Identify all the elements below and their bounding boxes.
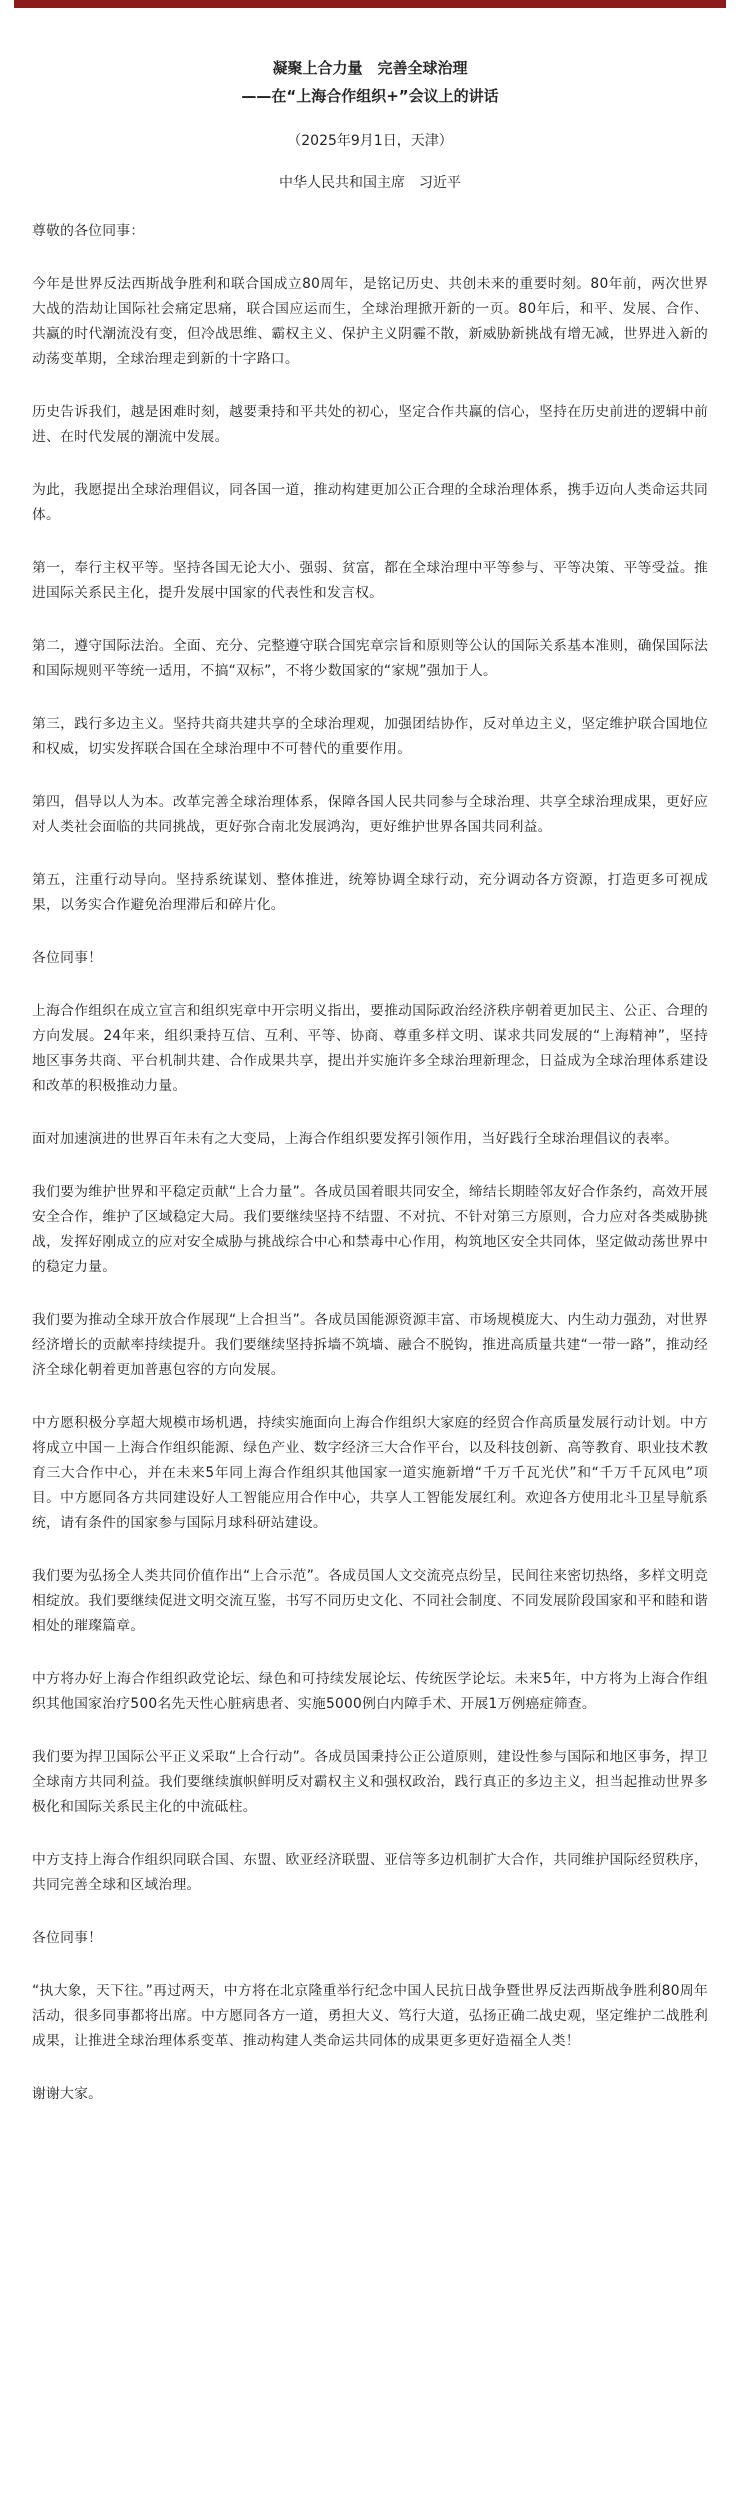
paragraph: “执大象，天下往。”再过两天，中方将在北京隆重举行纪念中国人民抗日战争暨世界反法西斯战争胜利80周年活动，很多同事都将出席。中方愿同各方一道，勇担大义、笃行大道，弘扬正确二战史观，坚定维护二战胜利成果，让推进全球治理体系变革、推动构建人类命运共同体的成果更多更好造福全人类！ [32, 1983, 708, 2049]
paragraph: 上海合作组织在成立宣言和组织宪章中开宗明义指出，要推动国际政治经济秩序朝着更加民主、公正、合理的方向发展。24年来，组织秉持互信、互利、平等、协商、尊重多样文明、谋求共同发展的“上海精神”，坚持地区事务共商、平台机制共建、合作成果共享，提出并实施许多全球治理新理念，日益成为全球治理体系建设和改革的积极推动力量。 [32, 1003, 708, 1094]
paragraph: 第三，践行多边主义。坚持共商共建共享的全球治理观，加强团结协作，反对单边主义，坚定维护联合国地位和权威，切实发挥联合国在全球治理中不可替代的重要作用。 [32, 716, 708, 757]
paragraph: 第四，倡导以人为本。改革完善全球治理体系，保障各国人民共同参与全球治理、共享全球治理成果，更好应对人类社会面临的共同挑战，更好弥合南北发展鸿沟，更好维护世界各国共同利益。 [32, 794, 708, 835]
paragraph-salutation: 尊敬的各位同事： [32, 223, 145, 239]
paragraph: 我们要为推动全球开放合作展现“上合担当”。各成员国能源资源丰富、市场规模庞大、内生动力强劲，对世界经济增长的贡献率持续提升。我们要继续坚持拆墙不筑墙、融合不脱钩，推进高质量共建“一带一路”，推动经济全球化朝着更加普惠包容的方向发展。 [32, 1312, 708, 1378]
speech-title [32, 54, 708, 110]
speech-article [0, 54, 740, 2107]
title-line-2: ——在“上海合作组织+”会议上的讲话 [241, 87, 499, 105]
paragraph: 我们要为弘扬全人类共同价值作出“上合示范”。各成员国人文交流亮点纷呈，民间往来密切热络，多样文明竞相绽放。我们要继续促进文明交流互鉴，书写不同历史文化、不同社会制度、不同发展阶段国家和平和睦和谐相处的璀璨篇章。 [32, 1568, 708, 1634]
paragraph-closing: 谢谢大家。 [32, 2086, 103, 2102]
top-accent-bar [14, 0, 726, 8]
paragraph-salutation: 各位同事！ [32, 950, 103, 966]
paragraph: 第一，奉行主权平等。坚持各国无论大小、强弱、贫富，都在全球治理中平等参与、平等决策、平等受益。推进国际关系民主化，提升发展中国家的代表性和发言权。 [32, 560, 708, 601]
paragraph: 今年是世界反法西斯战争胜利和联合国成立80周年，是铭记历史、共创未来的重要时刻。80年前，两次世界大战的浩劫让国际社会痛定思痛，联合国应运而生，全球治理掀开新的一页。80年后，和平、发展、合作、共赢的时代潮流没有变，但冷战思维、霸权主义、保护主义阴霾不散，新威胁新挑战有增无减，世界进入新的动荡变革期，全球治理走到新的十字路口。 [32, 276, 708, 367]
paragraph: 第五，注重行动导向。坚持系统谋划、整体推进，统筹协调全球行动，充分调动各方资源，打造更多可视成果，以务实合作避免治理滞后和碎片化。 [32, 872, 708, 913]
paragraph-salutation: 各位同事！ [32, 1930, 103, 1946]
title-line-1: 凝聚上合力量 完善全球治理 [272, 59, 468, 77]
paragraph: 历史告诉我们，越是困难时刻，越要秉持和平共处的初心，坚定合作共赢的信心，坚持在历史前进的逻辑中前进、在时代发展的潮流中发展。 [32, 404, 708, 445]
paragraph: 中方将办好上海合作组织政党论坛、绿色和可持续发展论坛、传统医学论坛。未来5年，中方将为上海合作组织其他国家治疗500名先天性心脏病患者、实施5000例白内障手术、开展1万例癌症筛查。 [32, 1671, 708, 1712]
paragraph: 面对加速演进的世界百年未有之大变局，上海合作组织要发挥引领作用，当好践行全球治理倡议的表率。 [32, 1131, 679, 1147]
paragraph: 中方支持上海合作组织同联合国、东盟、欧亚经济联盟、亚信等多边机制扩大合作，共同维护国际经贸秩序，共同完善全球和区域治理。 [32, 1852, 708, 1893]
paragraph: 中方愿积极分享超大规模市场机遇，持续实施面向上海合作组织大家庭的经贸合作高质量发展行动计划。中方将成立中国－上海合作组织能源、绿色产业、数字经济三大合作平台，以及科技创新、高等教育、职业技术教育三大合作中心，并在未来5年同上海合作组织其他国家一道实施新增“千万千瓦光伏”和“千万千瓦风电”项目。中方愿同各方共同建设好人工智能应用合作中心，共享人工智能发展红利。欢迎各方使用北斗卫星导航系统，请有条件的国家参与国际月球科研站建设。 [32, 1415, 708, 1531]
paragraph: 我们要为维护世界和平稳定贡献“上合力量”。各成员国着眼共同安全，缔结长期睦邻友好合作条约，高效开展安全合作，维护了区域稳定大局。我们要继续坚持不结盟、不对抗、不针对第三方原则，合力应对各类威胁挑战，发挥好刚成立的应对安全威胁与挑战综合中心和禁毒中心作用，构筑地区安全共同体，坚定做动荡世界中的稳定力量。 [32, 1184, 708, 1275]
speech-body [32, 219, 708, 2107]
speech-date: （2025年9月1日，天津） [287, 133, 453, 149]
speech-author: 中华人民共和国主席 习近平 [279, 175, 461, 191]
paragraph: 为此，我愿提出全球治理倡议，同各国一道，推动构建更加公正合理的全球治理体系，携手迈向人类命运共同体。 [32, 482, 708, 523]
paragraph: 我们要为捍卫国际公平正义采取“上合行动”。各成员国秉持公正公道原则，建设性参与国际和地区事务，捍卫全球南方共同利益。我们要继续旗帜鲜明反对霸权主义和强权政治，践行真正的多边主义，担当起推动世界多极化和国际关系民主化的中流砥柱。 [32, 1749, 708, 1815]
paragraph: 第二，遵守国际法治。全面、充分、完整遵守联合国宪章宗旨和原则等公认的国际关系基本准则，确保国际法和国际规则平等统一适用，不搞“双标”，不将少数国家的“家规”强加于人。 [32, 638, 708, 679]
